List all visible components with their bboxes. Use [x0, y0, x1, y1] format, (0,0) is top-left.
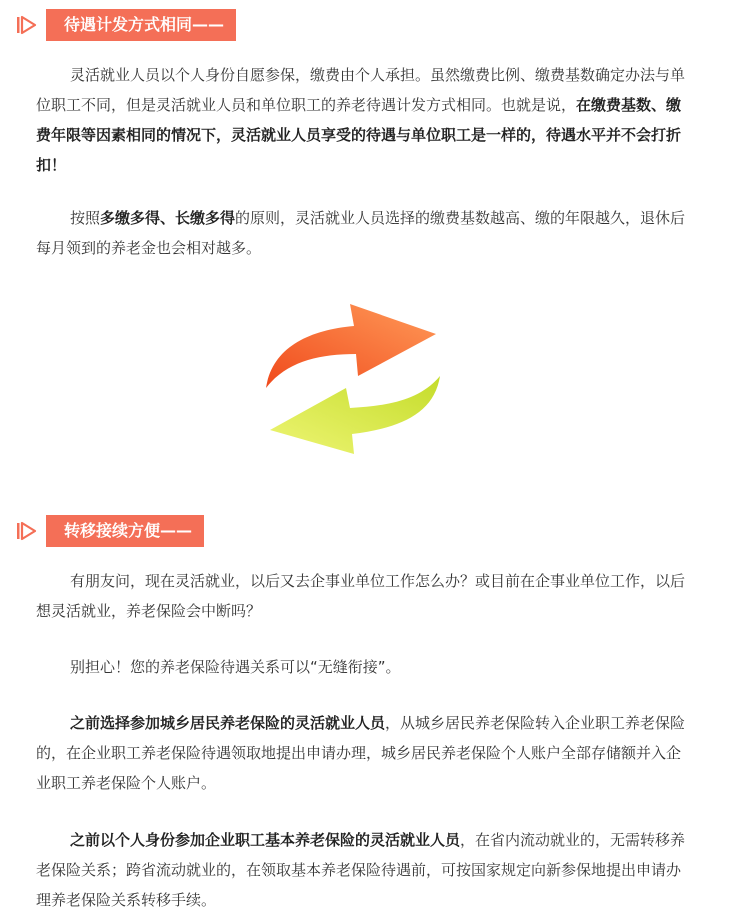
paragraph-urban-rural-transfer: 之前选择参加城乡居民养老保险的灵活就业人员，从城乡居民养老保险转入企业职工养老保险的，在企业职工养老保险待遇领取地提出申请办理，城乡居民养老保险个人账户全部存储额并入企业职工养老保险个人账户。 [36, 714, 686, 792]
paragraph-friend-question: 有朋友问，现在灵活就业，以后又去企事业单位工作怎么办？或目前在企事业单位工作，以后想灵活就业，养老保险会中断吗？ [36, 572, 686, 620]
paragraph-enterprise-transfer: 之前以个人身份参加企业职工基本养老保险的灵活就业人员，在省内流动就业的，无需转移养老保险关系；跨省流动就业的，在领取基本养老保险待遇前，可按国家规定向新参保地提出申请办理养老保险关系转移手续。 [36, 831, 686, 909]
section-header-transfer [16, 514, 204, 548]
paragraph-seamless: 别担心！您的养老保险待遇关系可以“无缝衔接”。 [70, 658, 401, 676]
section-header-treatment [16, 8, 236, 42]
play-triangle-icon [16, 520, 38, 542]
exchange-arrows-icon [262, 296, 448, 456]
paragraph-treatment-same: 灵活就业人员以个人身份自愿参保，缴费由个人承担。虽然缴费比例、缴费基数确定办法与单位职工不同，但是灵活就业人员和单位职工的养老待遇计发方式相同。也就是说，在缴费基数、缴费年限等因素相同的情况下，灵活就业人员享受的待遇与单位职工是一样的，待遇水平并不会打折扣！ [36, 66, 686, 174]
section-title: 转移接续方便—— [46, 515, 204, 547]
play-triangle-icon [16, 14, 38, 36]
arrow-right-icon [266, 304, 436, 388]
paragraph-more-pay-more-get: 按照多缴多得、长缴多得的原则，灵活就业人员选择的缴费基数越高、缴的年限越久，退休后每月领到的养老金也会相对越多。 [36, 209, 686, 257]
arrow-left-icon [270, 376, 440, 454]
section-title: 待遇计发方式相同—— [46, 9, 236, 41]
